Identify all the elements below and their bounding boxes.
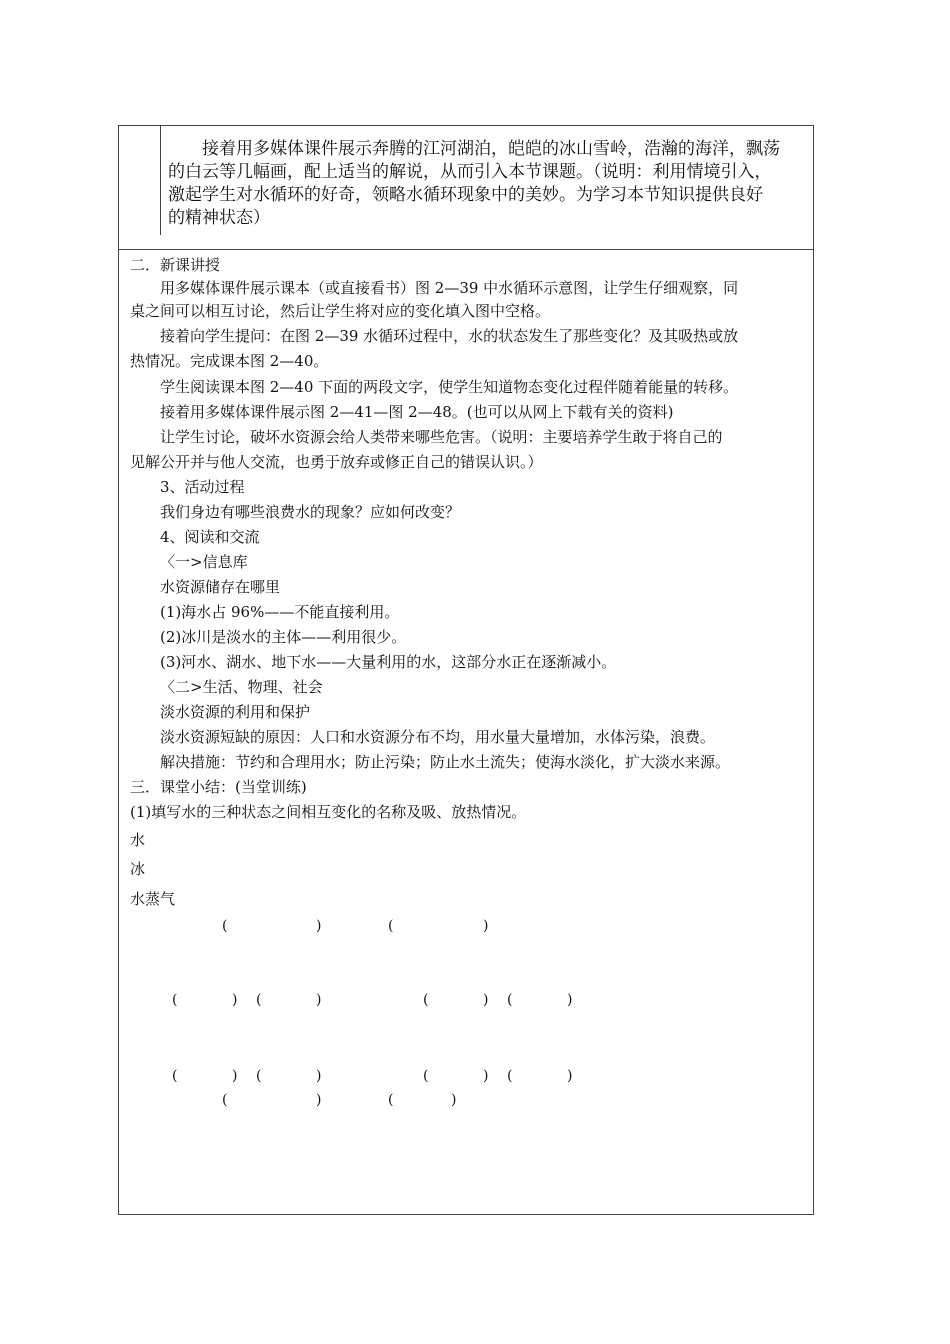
subheading: 4、阅读和交流 — [160, 528, 260, 546]
blank-close: ) — [483, 992, 489, 1008]
list-item: (2)冰川是淡水的主体——利用很少。 — [160, 628, 407, 646]
blank-close: ) — [316, 918, 322, 934]
blank-close: ) — [232, 1068, 238, 1084]
list-item: (3)河水、湖水、地下水——大量利用的水，这部分水正在逐渐减小。 — [160, 653, 617, 671]
blank-open: ( — [388, 918, 394, 934]
blank-close: ) — [316, 992, 322, 1008]
paragraph: 让学生讨论，破坏水资源会给人类带来哪些危害。（说明：主要培养学生敢于将自己的 — [160, 428, 723, 446]
blank-open: ( — [172, 992, 178, 1008]
intro-line: 激起学生对水循环的好奇，领略水循环现象中的美妙。为学习本节知识提供良好 — [168, 185, 763, 205]
blank-close: ) — [316, 1092, 322, 1108]
blank-close: ) — [483, 918, 489, 934]
paragraph: 我们身边有哪些浪费水的现象？应如何改变？ — [160, 503, 461, 521]
blank-open: ( — [222, 1092, 228, 1108]
paragraph: 解决措施：节约和合理用水；防止污染；防止水土流失；使海水淡化，扩大淡水来源。 — [160, 753, 731, 771]
blank-open: ( — [172, 1068, 178, 1084]
blank-open: ( — [507, 1068, 513, 1084]
paragraph: 桌之间可以相互讨论，然后让学生将对应的变化填入图中空格。 — [130, 302, 551, 320]
section2-heading: 二．新课讲授 — [130, 256, 221, 274]
inner-divider — [160, 125, 161, 235]
section-divider — [118, 249, 814, 250]
section3-heading: 三．课堂小结：(当堂训练) — [130, 778, 307, 796]
blank-close: ) — [483, 1068, 489, 1084]
blank-open: ( — [423, 992, 429, 1008]
state-label-water: 水 — [130, 831, 146, 849]
paragraph: 学生阅读课本图 2—40 下面的两段文字，使学生知道物态变化过程伴随着能量的转移。 — [160, 378, 739, 396]
blank-close: ) — [316, 1068, 322, 1084]
paragraph: 热情况。完成课本图 2—40。 — [130, 352, 329, 370]
blank-close: ) — [451, 1092, 457, 1108]
blank-open: ( — [256, 1068, 262, 1084]
paragraph: 接着向学生提问：在图 2—39 水循环过程中，水的状态发生了那些变化？及其吸热或放 — [160, 327, 739, 345]
blank-open: ( — [507, 992, 513, 1008]
paragraph: (1)填写水的三种状态之间相互变化的名称及吸、放热情况。 — [130, 803, 527, 821]
blank-open: ( — [423, 1068, 429, 1084]
blank-open: ( — [256, 992, 262, 1008]
intro-line: 的白云等几幅画，配上适当的解说，从而引入本节课题。（说明：利用情境引入， — [168, 162, 772, 182]
paragraph: 淡水资源的利用和保护 — [160, 703, 311, 721]
paragraph: 见解公开并与他人交流，也勇于放弃或修正自己的错误认识。） — [130, 453, 543, 471]
blank-open: ( — [222, 918, 228, 934]
intro-image-text — [168, 138, 814, 238]
intro-line: 的精神状态） — [168, 208, 270, 228]
list-item: (1)海水占 96%——不能直接利用。 — [160, 603, 400, 621]
subheading: 〈二>生活、物理、社会 — [160, 678, 323, 696]
blank-close: ) — [567, 992, 573, 1008]
subheading: 〈一>信息库 — [160, 553, 248, 571]
paragraph: 淡水资源短缺的原因：人口和水资源分布不均，用水量大量增加，水体污染，浪费。 — [160, 728, 716, 746]
paragraph: 水资源储存在哪里 — [160, 578, 281, 596]
state-label-vapor: 水蒸气 — [130, 890, 176, 908]
blank-close: ) — [232, 992, 238, 1008]
intro-line: 接着用多媒体课件展示奔腾的江河湖泊，皑皑的冰山雪岭，浩瀚的海洋，飘荡 — [168, 139, 780, 159]
paragraph: 用多媒体课件展示课本（或直接看书）图 2—39 中水循环示意图，让学生仔细观察，同 — [160, 279, 739, 297]
paragraph: 接着用多媒体课件展示图 2—41—图 2—48。(也可以从网上下载有关的资料) — [160, 403, 674, 421]
state-label-ice: 冰 — [130, 860, 146, 878]
subheading: 3、活动过程 — [160, 478, 245, 496]
blank-open: ( — [388, 1092, 394, 1108]
blank-close: ) — [567, 1068, 573, 1084]
